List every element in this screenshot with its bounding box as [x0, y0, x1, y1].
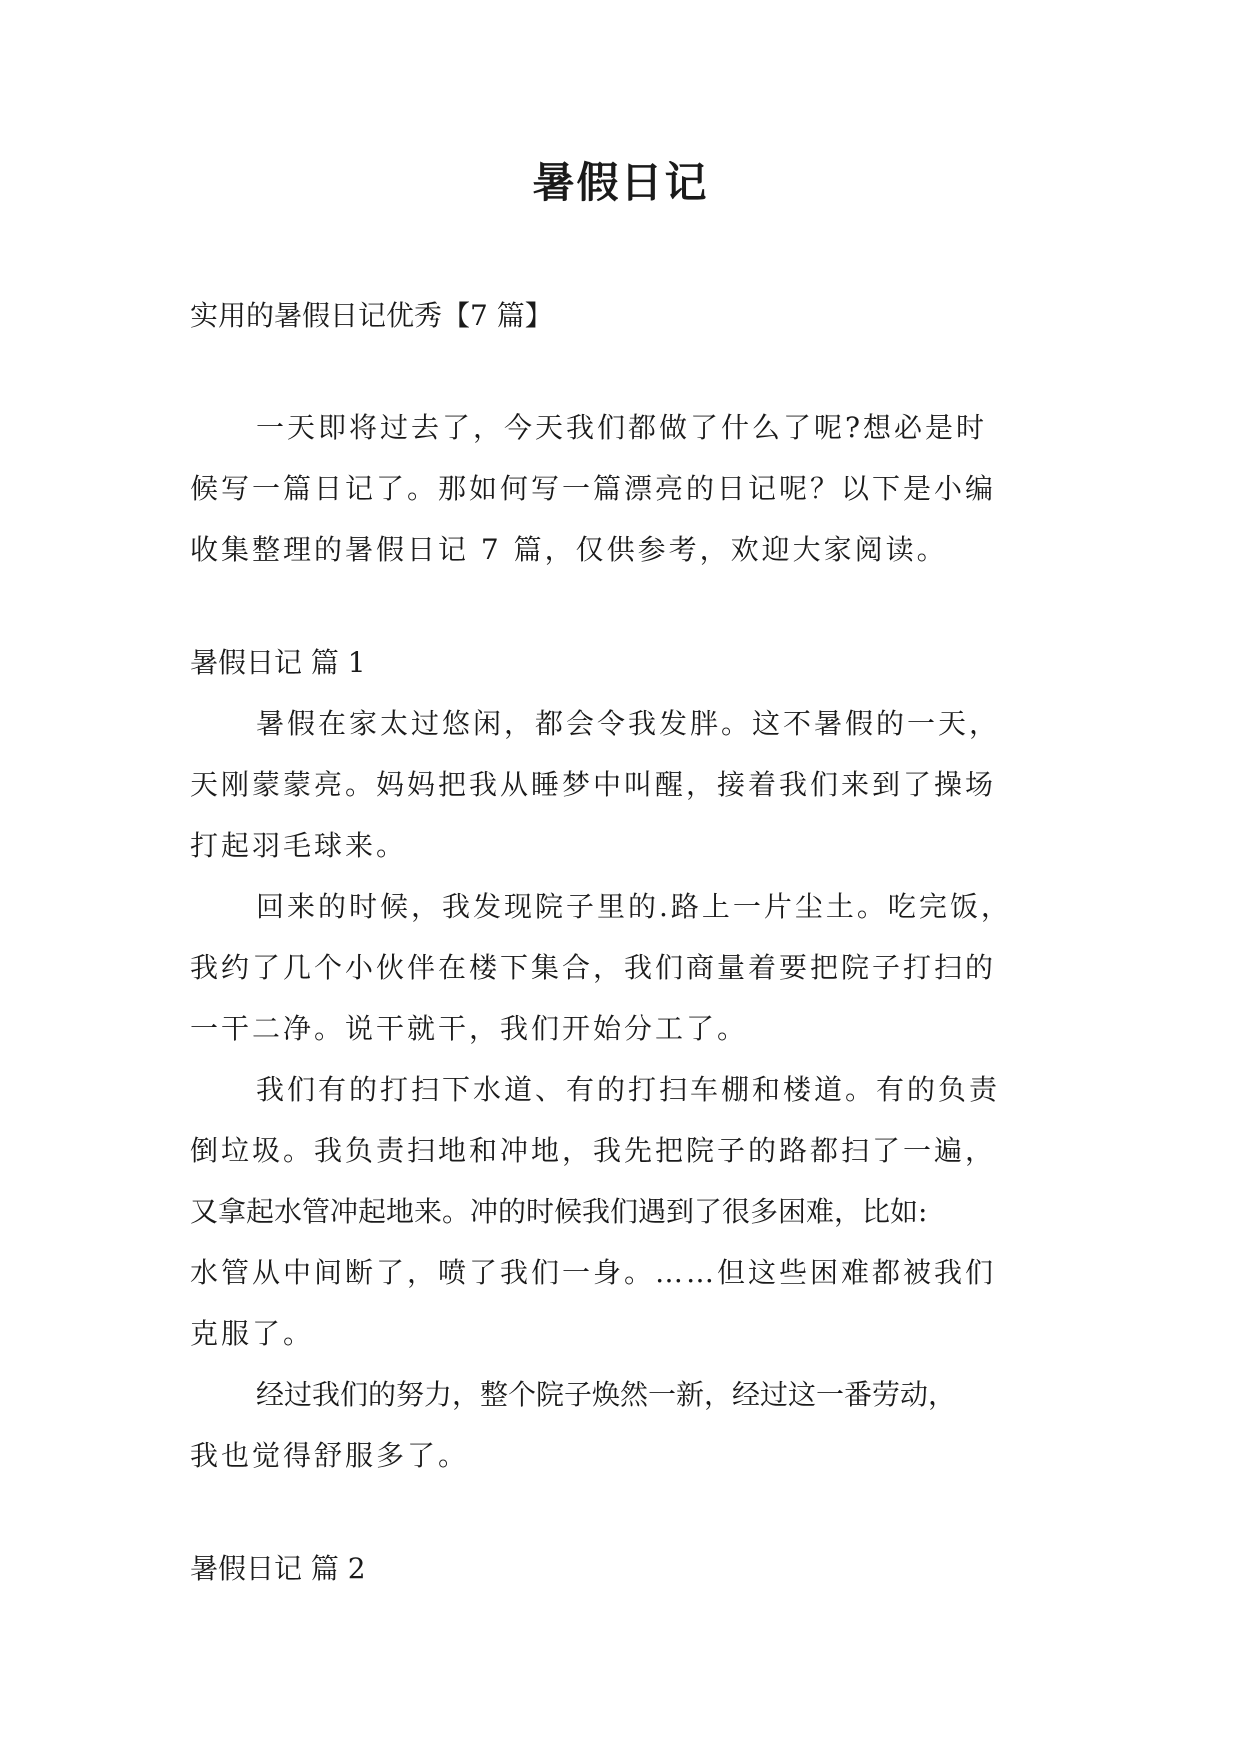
paragraph-line: 我也觉得舒服多了。	[190, 1439, 470, 1472]
paragraph-line: 克服了。	[190, 1317, 315, 1350]
intro-line-1: 一天即将过去了，今天我们都做了什么了呢?想必是时	[256, 411, 988, 444]
paragraph-line: 又拿起水管冲起地来。冲的时候我们遇到了很多困难，比如:	[190, 1195, 928, 1228]
section-heading-1: 暑假日记 篇 1	[190, 646, 366, 679]
subtitle: 实用的暑假日记优秀【7 篇】	[190, 299, 553, 332]
paragraph-line: 一干二净。说干就干，我们开始分工了。	[190, 1012, 749, 1045]
paragraph-line: 暑假在家太过悠闲，都会令我发胖。这不暑假的一天，	[256, 707, 1001, 740]
paragraph-line: 我们有的打扫下水道、有的打扫车棚和楼道。有的负责	[256, 1073, 1001, 1106]
paragraph-line: 回来的时候，我发现院子里的.路上一片尘土。吃完饭，	[256, 890, 1012, 923]
paragraph-line: 经过我们的努力，整个院子焕然一新，经过这一番劳动，	[256, 1378, 957, 1411]
paragraph-line: 我约了几个小伙伴在楼下集合，我们商量着要把院子打扫的	[190, 951, 997, 984]
page-title: 暑假日记	[532, 158, 709, 207]
intro-line-2: 候写一篇日记了。那如何写一篇漂亮的日记呢？以下是小编	[190, 472, 997, 505]
paragraph-line: 倒垃圾。我负责扫地和冲地，我先把院子的路都扫了一遍，	[190, 1134, 997, 1167]
section-heading-2: 暑假日记 篇 2	[190, 1552, 366, 1585]
paragraph-line: 天刚蒙蒙亮。妈妈把我从睡梦中叫醒，接着我们来到了操场	[190, 768, 997, 801]
paragraph-line: 打起羽毛球来。	[190, 829, 408, 862]
intro-line-3: 收集整理的暑假日记 7 篇，仅供参考，欢迎大家阅读。	[190, 533, 948, 566]
paragraph-line: 水管从中间断了，喷了我们一身。……但这些困难都被我们	[190, 1256, 997, 1289]
